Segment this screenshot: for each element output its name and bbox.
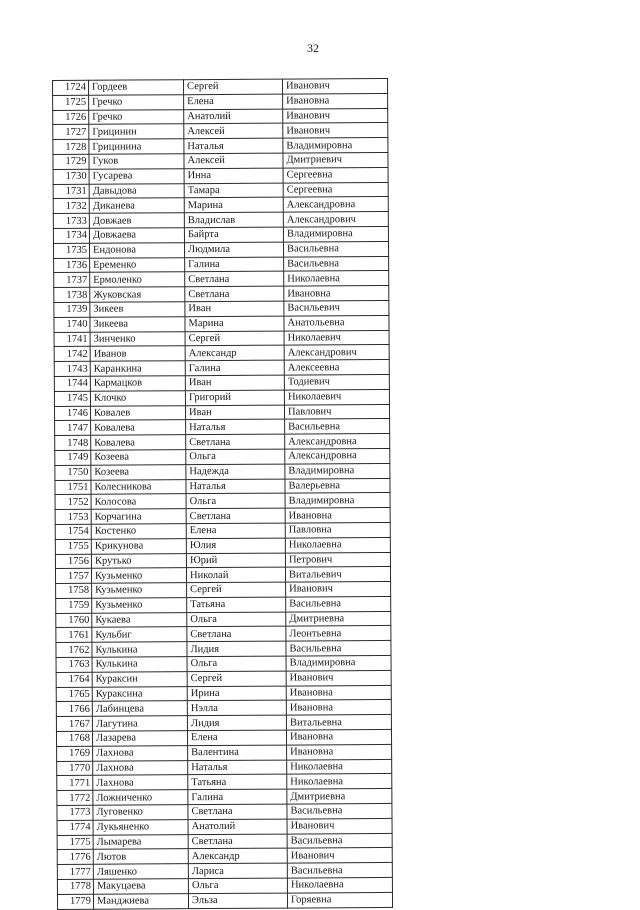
row-number-cell: 1773 [57, 805, 93, 820]
patronymic-cell: Ивановна [285, 508, 390, 523]
row-number-cell: 1757 [55, 569, 91, 584]
surname-cell: Манджиева [93, 894, 188, 909]
surname-cell: Лахнова [93, 775, 188, 790]
row-number-cell: 1770 [57, 761, 93, 776]
first-name-cell: Ольга [187, 656, 286, 671]
row-number-cell: 1734 [53, 228, 89, 243]
row-number-cell: 1771 [57, 776, 93, 791]
row-number-cell: 1778 [57, 879, 93, 894]
surname-cell: Ковалев [90, 405, 185, 420]
surname-cell: Макуцаева [93, 879, 188, 894]
first-name-cell: Ирина [187, 686, 286, 701]
patronymic-cell: Николаевна [285, 537, 390, 552]
patronymic-cell: Николаевна [284, 271, 389, 286]
patronymic-cell: Владимировна [283, 138, 388, 153]
surname-cell: Зикеев [90, 302, 185, 317]
surname-cell: Зинченко [90, 331, 185, 346]
first-name-cell: Алексей [184, 153, 283, 168]
patronymic-cell: Васильевна [287, 833, 392, 848]
first-name-cell: Надежда [186, 464, 285, 479]
patronymic-cell: Витальевич [285, 567, 390, 582]
row-number-cell: 1725 [53, 95, 89, 110]
patronymic-cell: Владимировна [286, 656, 391, 671]
surname-cell: Гуков [89, 154, 184, 169]
first-name-cell: Байрта [184, 227, 283, 242]
first-name-cell: Юрий [186, 553, 285, 568]
row-number-cell: 1765 [56, 687, 92, 702]
first-name-cell: Сергей [184, 79, 283, 94]
patronymic-cell: Иванович [282, 78, 387, 93]
row-number-cell: 1727 [53, 125, 89, 140]
patronymic-cell: Дмитриевна [287, 789, 392, 804]
row-number-cell: 1764 [56, 672, 92, 687]
surname-cell: Колосова [91, 494, 186, 509]
table-row [57, 892, 392, 909]
row-number-cell: 1745 [54, 391, 90, 406]
first-name-cell: Ольга [188, 878, 287, 893]
patronymic-cell: Иванович [287, 818, 392, 833]
row-number-cell: 1739 [54, 302, 90, 317]
first-name-cell: Эльза [188, 893, 287, 908]
surname-cell: Лабинцева [92, 701, 187, 716]
surname-cell: Ляшенко [93, 864, 188, 879]
row-number-cell: 1735 [53, 243, 89, 258]
row-number-cell: 1767 [56, 717, 92, 732]
row-number-cell: 1730 [53, 169, 89, 184]
row-number-cell: 1754 [55, 524, 91, 539]
surname-cell: Кулькина [92, 657, 187, 672]
first-name-cell: Анатолий [188, 819, 287, 834]
surname-cell: Кузьменко [91, 568, 186, 583]
row-number-cell: 1752 [55, 495, 91, 510]
row-number-cell: 1753 [55, 509, 91, 524]
row-number-cell: 1758 [56, 583, 92, 598]
surname-cell: Гусарева [89, 168, 184, 183]
surname-cell: Ковалева [91, 420, 186, 435]
first-name-cell: Сергей [185, 331, 284, 346]
first-name-cell: Наталья [186, 419, 285, 434]
first-name-cell: Валентина [188, 745, 287, 760]
row-number-cell: 1744 [54, 376, 90, 391]
surname-cell: Лютов [93, 849, 188, 864]
surname-cell: Довжаев [89, 213, 184, 228]
patronymic-cell: Иванович [287, 848, 392, 863]
surname-cell: Лазарева [92, 731, 187, 746]
surname-cell: Кузьменко [92, 583, 187, 598]
patronymic-cell: Валерьевна [285, 478, 390, 493]
first-name-cell: Лидия [187, 641, 286, 656]
surname-cell: Давыдова [89, 183, 184, 198]
first-name-cell: Татьяна [187, 597, 286, 612]
patronymic-cell: Николаевна [287, 877, 392, 892]
row-number-cell: 1746 [54, 406, 90, 421]
surname-cell: Кураксина [92, 686, 187, 701]
surname-cell: Ложниченко [93, 790, 188, 805]
patronymic-cell: Ивановна [286, 730, 391, 745]
patronymic-cell: Леонтьевна [286, 626, 391, 641]
first-name-cell: Анатолий [184, 109, 283, 124]
surname-cell: Лахнова [93, 760, 188, 775]
row-number-cell: 1779 [57, 894, 93, 909]
patronymic-cell: Иванович [283, 108, 388, 123]
first-name-cell: Лидия [187, 715, 286, 730]
patronymic-cell: Александрович [283, 212, 388, 227]
row-number-cell: 1768 [56, 731, 92, 746]
patronymic-cell: Александровна [285, 434, 390, 449]
surname-cell: Козеева [91, 464, 186, 479]
first-name-cell: Ольга [187, 612, 286, 627]
patronymic-cell: Ивановна [286, 685, 391, 700]
patronymic-cell: Николаевна [287, 759, 392, 774]
row-number-cell: 1737 [54, 273, 90, 288]
surname-cell: Зикеева [90, 316, 185, 331]
row-number-cell: 1748 [55, 435, 91, 450]
row-number-cell: 1777 [57, 864, 93, 879]
first-name-cell: Лариса [188, 863, 287, 878]
first-name-cell: Инна [184, 168, 283, 183]
roster-body [53, 78, 393, 909]
row-number-cell: 1743 [54, 361, 90, 376]
row-number-cell: 1732 [53, 199, 89, 214]
first-name-cell: Людмила [184, 242, 283, 257]
patronymic-cell: Николаевич [284, 389, 389, 404]
first-name-cell: Владислав [184, 212, 283, 227]
first-name-cell: Алексей [184, 123, 283, 138]
first-name-cell: Наталья [184, 138, 283, 153]
patronymic-cell: Николаевич [284, 330, 389, 345]
surname-cell: Крутько [91, 553, 186, 568]
patronymic-cell: Васильевна [286, 641, 391, 656]
first-name-cell: Марина [185, 316, 284, 331]
first-name-cell: Светлана [187, 627, 286, 642]
page-number: 32 [307, 41, 319, 55]
first-name-cell: Светлана [185, 286, 284, 301]
row-number-cell: 1740 [54, 317, 90, 332]
row-number-cell: 1733 [53, 213, 89, 228]
patronymic-cell: Васильевич [284, 300, 389, 315]
row-number-cell: 1756 [55, 554, 91, 569]
surname-cell: Козеева [91, 450, 186, 465]
first-name-cell: Елена [184, 94, 283, 109]
first-name-cell: Юлия [186, 538, 285, 553]
patronymic-cell: Владимировна [283, 226, 388, 241]
row-number-cell: 1760 [56, 613, 92, 628]
row-number-cell: 1736 [54, 258, 90, 273]
patronymic-cell: Васильевна [287, 803, 392, 818]
surname-cell: Лукьяненко [93, 820, 188, 835]
surname-cell: Лымарева [93, 834, 188, 849]
row-number-cell: 1738 [54, 287, 90, 302]
patronymic-cell: Павловна [285, 522, 390, 537]
row-number-cell: 1772 [57, 791, 93, 806]
first-name-cell: Александр [188, 849, 287, 864]
patronymic-cell: Сергеевна [283, 167, 388, 182]
surname-cell: Ковалева [91, 435, 186, 450]
first-name-cell: Тамара [184, 183, 283, 198]
first-name-cell: Светлана [188, 834, 287, 849]
first-name-cell: Галина [188, 789, 287, 804]
surname-cell: Лагутина [92, 716, 187, 731]
row-number-cell: 1769 [57, 746, 93, 761]
patronymic-cell: Васильевна [283, 241, 388, 256]
patronymic-cell: Николаевна [287, 774, 392, 789]
first-name-cell: Светлана [186, 508, 285, 523]
first-name-cell: Сергей [187, 582, 286, 597]
patronymic-cell: Александрович [284, 345, 389, 360]
surname-cell: Луговенко [93, 805, 188, 820]
first-name-cell: Марина [184, 197, 283, 212]
patronymic-cell: Горяевна [287, 892, 392, 907]
patronymic-cell: Алексеевна [284, 360, 389, 375]
first-name-cell: Ольга [186, 493, 285, 508]
surname-cell: Костенко [91, 524, 186, 539]
row-number-cell: 1759 [56, 598, 92, 613]
row-number-cell: 1763 [56, 657, 92, 672]
patronymic-cell: Ивановна [284, 286, 389, 301]
patronymic-cell: Тодиевич [284, 374, 389, 389]
row-number-cell: 1726 [53, 110, 89, 125]
patronymic-cell: Иванович [286, 670, 391, 685]
patronymic-cell: Ивановна [286, 700, 391, 715]
row-number-cell: 1749 [55, 450, 91, 465]
row-number-cell: 1731 [53, 184, 89, 199]
patronymic-cell: Владимировна [285, 493, 390, 508]
surname-cell: Довжаева [89, 228, 184, 243]
surname-cell: Иванов [90, 346, 185, 361]
patronymic-cell: Анатольевна [284, 315, 389, 330]
patronymic-cell: Витальевна [286, 715, 391, 730]
row-number-cell: 1724 [53, 80, 89, 95]
row-number-cell: 1747 [55, 421, 91, 436]
first-name-cell: Иван [185, 301, 284, 316]
patronymic-cell: Васильевна [287, 863, 392, 878]
first-name-cell: Галина [185, 360, 284, 375]
surname-cell: Еременко [90, 257, 185, 272]
surname-cell: Гордеев [89, 80, 184, 95]
surname-cell: Жуковская [90, 287, 185, 302]
surname-cell: Ермоленко [90, 272, 185, 287]
first-name-cell: Григорий [185, 390, 284, 405]
patronymic-cell: Петрович [285, 552, 390, 567]
first-name-cell: Елена [186, 523, 285, 538]
patronymic-cell: Ивановна [283, 93, 388, 108]
row-number-cell: 1766 [56, 702, 92, 717]
patronymic-cell: Александровна [283, 197, 388, 212]
patronymic-cell: Васильевна [285, 419, 390, 434]
surname-cell: Кукаева [92, 612, 187, 627]
surname-cell: Кармацков [90, 376, 185, 391]
patronymic-cell: Васильевна [284, 256, 389, 271]
first-name-cell: Светлана [188, 804, 287, 819]
patronymic-cell: Иванович [286, 582, 391, 597]
row-number-cell: 1741 [54, 332, 90, 347]
patronymic-cell: Павлович [284, 404, 389, 419]
surname-cell: Кураксин [92, 672, 187, 687]
row-number-cell: 1751 [55, 480, 91, 495]
row-number-cell: 1762 [56, 643, 92, 658]
first-name-cell: Нэлла [187, 701, 286, 716]
row-number-cell: 1729 [53, 154, 89, 169]
first-name-cell: Наталья [188, 760, 287, 775]
first-name-cell: Александр [185, 345, 284, 360]
name-roster-table [52, 78, 393, 910]
surname-cell: Крикунова [91, 538, 186, 553]
surname-cell: Ендонова [89, 242, 184, 257]
patronymic-cell: Ивановна [287, 744, 392, 759]
patronymic-cell: Дмитриевич [283, 152, 388, 167]
patronymic-cell: Дмитриевна [286, 611, 391, 626]
first-name-cell: Наталья [186, 479, 285, 494]
first-name-cell: Татьяна [188, 775, 287, 790]
first-name-cell: Елена [187, 730, 286, 745]
surname-cell: Лахнова [93, 746, 188, 761]
surname-cell: Грицинина [89, 139, 184, 154]
first-name-cell: Светлана [186, 434, 285, 449]
first-name-cell: Сергей [187, 671, 286, 686]
first-name-cell: Николай [186, 567, 285, 582]
row-number-cell: 1774 [57, 820, 93, 835]
row-number-cell: 1775 [57, 835, 93, 850]
row-number-cell: 1728 [53, 139, 89, 154]
surname-cell: Каранкина [90, 361, 185, 376]
surname-cell: Корчагина [91, 509, 186, 524]
first-name-cell: Светлана [185, 271, 284, 286]
surname-cell: Диканева [89, 198, 184, 213]
patronymic-cell: Владимировна [285, 463, 390, 478]
surname-cell: Клочко [90, 390, 185, 405]
first-name-cell: Иван [185, 405, 284, 420]
row-number-cell: 1776 [57, 850, 93, 865]
patronymic-cell: Васильевна [286, 596, 391, 611]
row-number-cell: 1750 [55, 465, 91, 480]
surname-cell: Гречко [89, 109, 184, 124]
surname-cell: Кульбиг [92, 627, 187, 642]
first-name-cell: Галина [185, 257, 284, 272]
surname-cell: Грицинин [89, 124, 184, 139]
surname-cell: Колесникова [91, 479, 186, 494]
surname-cell: Кулькина [92, 642, 187, 657]
first-name-cell: Ольга [186, 449, 285, 464]
patronymic-cell: Александровна [285, 448, 390, 463]
row-number-cell: 1761 [56, 628, 92, 643]
first-name-cell: Иван [185, 375, 284, 390]
surname-cell: Гречко [89, 94, 184, 109]
patronymic-cell: Сергеевна [283, 182, 388, 197]
patronymic-cell: Иванович [283, 123, 388, 138]
row-number-cell: 1742 [54, 347, 90, 362]
row-number-cell: 1755 [55, 539, 91, 554]
surname-cell: Кузьменко [92, 598, 187, 613]
